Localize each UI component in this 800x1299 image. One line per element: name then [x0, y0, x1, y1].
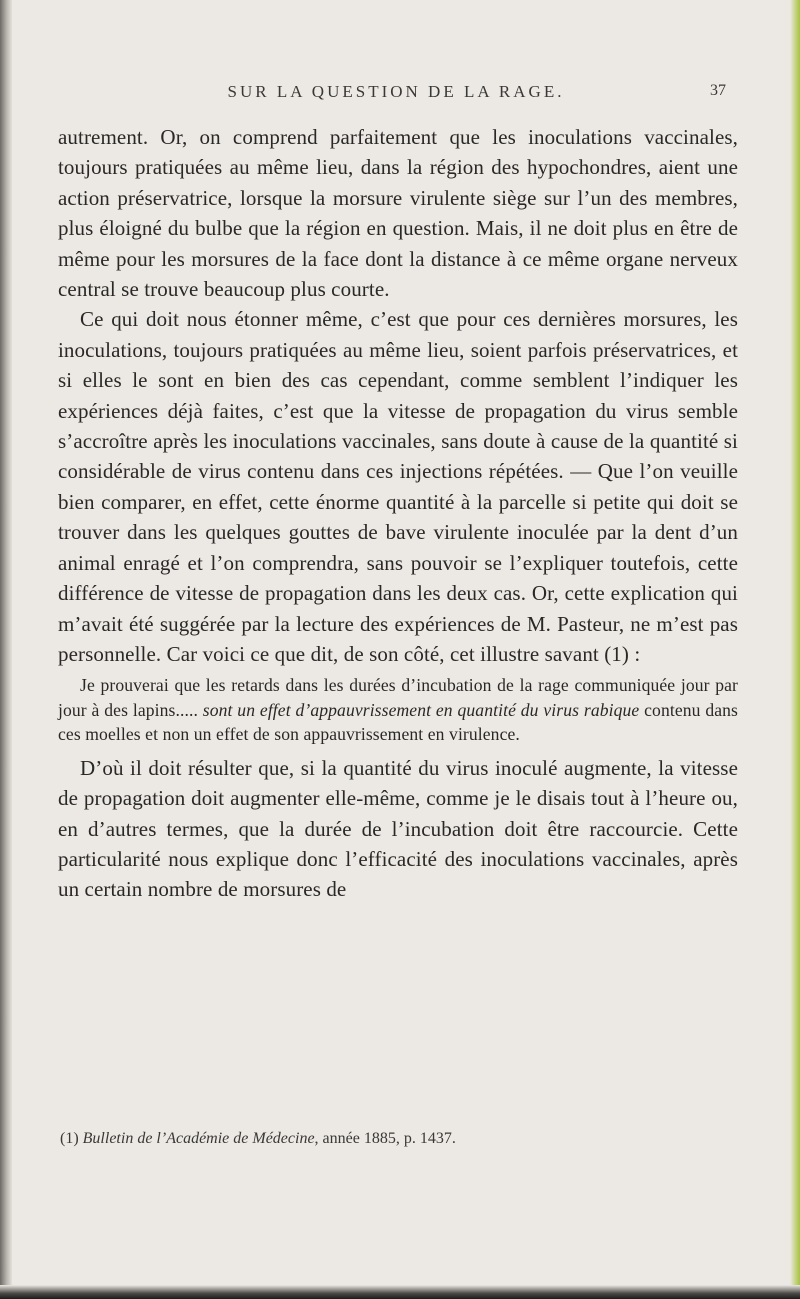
- quote-text-after: contenu dans ces moelles et non un effet de son appauvrissement en virulence.: [58, 699, 738, 745]
- paragraph-1: autrement. Or, on comprend parfaitement que les inoculations vaccinales, toujours pratiquées au même lieu, dans la région des hypochondres, aient une action préservatrice, lorsque la morsure virulente siège sur l’un des membres, plus éloigné du bulbe que la région en question. Mais, il ne doit plus en être de même pour les morsures de la face dont la distance à ce même organe nerveux central se trouve beaucoup plus courte.: [58, 125, 738, 302]
- paragraph-3: D’où il doit résulter que, si la quantité du virus inoculé augmente, la vitesse de propagation doit augmenter elle-même, comme je le disais tout à l’heure ou, en d’autres termes, que la durée de l’incubation doit être raccourcie. Cette particularité nous explique donc l’efficacité des inoculations vaccinales, après un certain nombre de morsures de: [58, 755, 738, 902]
- paragraph-2: Ce qui doit nous étonner même, c’est que pour ces dernières morsures, les inoculations, toujours pratiquées au même lieu, soient parfois préservatrices, et si elles le sont en bien des cas cependant, comme semblent l’indiquer les expériences déjà faites, c’est que la vitesse de propagation du virus semble s’accroître après les inoculations vaccinales, sans doute à cause de la quantité si considérable de virus contenu dans ces injections répétées. — Que l’on veuille bien comparer, en effet, cette énorme quantité à la parcelle si petite qui doit se trouver dans les quelques gouttes de bave virulente inoculée par la dent d’un animal enragé et l’on comprendra, sans pouvoir se l’expliquer toutefois, cette différence de vitesse de propagation dans les deux cas. Or, cette explication qui m’avait été suggérée par la lecture des expériences de M. Pasteur, ne m’est pas personnelle. Car voici ce que dit, de son côté, cet illustre savant (1) :: [58, 307, 738, 666]
- footnote-details: , année 1885, p. 1437.: [314, 1130, 456, 1147]
- scan-right-edge: [790, 0, 800, 1299]
- running-head: [60, 82, 732, 106]
- body-text: [58, 122, 738, 905]
- scan-left-edge: [0, 0, 12, 1299]
- scan-bottom-edge: [0, 1285, 800, 1299]
- quote-text-before: Je prouverai que les retards dans les durées d’incubation de la rage communiquée jour par jour à des lapins.....: [58, 675, 738, 720]
- footnote-marker: (1): [60, 1130, 83, 1147]
- quote-text: [58, 673, 738, 747]
- pasteur-quote: [58, 673, 738, 747]
- footnote-source: Bulletin de l’Académie de Médecine: [82, 1130, 315, 1147]
- quote-text-italic: sont un effet d’appauvrissement en quantité du virus rabique: [202, 699, 640, 720]
- footnote: [60, 1130, 740, 1148]
- running-title: SUR LA QUESTION DE LA RAGE.: [227, 82, 565, 101]
- page-number: 37: [710, 82, 726, 99]
